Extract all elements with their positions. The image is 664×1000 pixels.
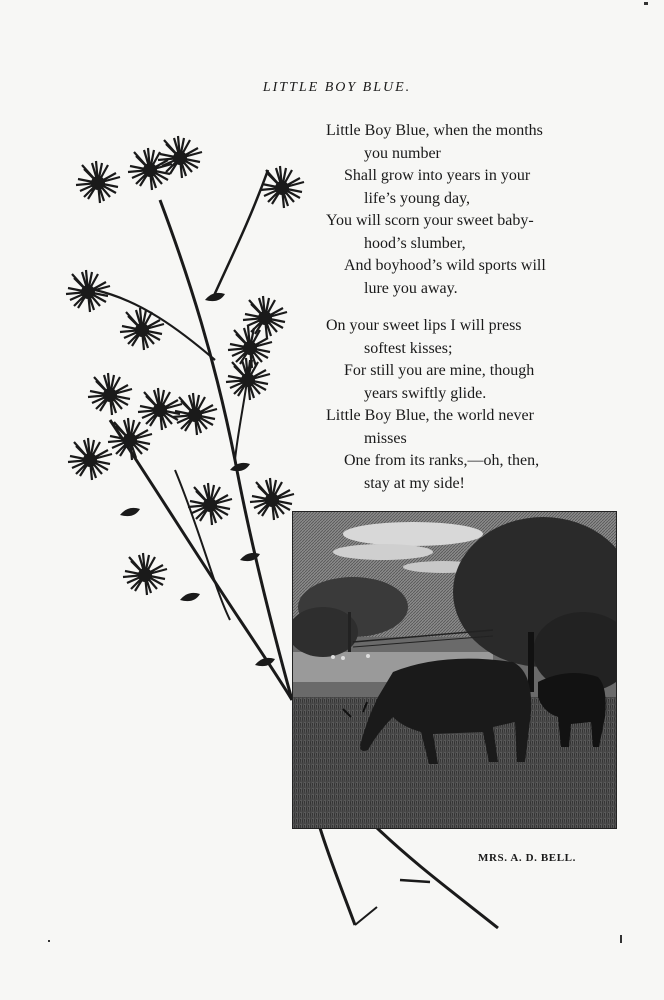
poem-line: On your sweet lips I will press <box>326 317 522 334</box>
cattle-engraving <box>292 511 617 829</box>
poem-line: You will scorn your sweet baby- <box>326 212 534 229</box>
scan-mark <box>620 935 622 943</box>
poem-line: stay at my side! <box>364 474 465 492</box>
scan-mark <box>644 2 648 5</box>
poem-title: LITTLE BOY BLUE. <box>262 80 412 95</box>
poem-line: hood’s slumber, <box>364 234 466 252</box>
poem-line: For still you are mine, though <box>344 362 535 379</box>
poem-line: misses <box>364 429 407 447</box>
poem-line: softest kisses; <box>364 339 453 357</box>
author-attribution: MRS. A. D. BELL. <box>478 852 576 864</box>
poem-line: And boyhood’s wild sports will <box>344 257 546 274</box>
poem-line: Little Boy Blue, the world never <box>326 407 534 424</box>
poem-line: you number <box>364 144 441 162</box>
poem-body <box>326 120 616 495</box>
scan-mark <box>48 940 50 942</box>
poem-line: One from its ranks,—oh, then, <box>344 452 540 469</box>
poem-line: lure you away. <box>364 279 458 297</box>
poem-line: life’s young day, <box>364 189 471 207</box>
poem-line: years swiftly glide. <box>364 384 487 402</box>
poem-line: Little Boy Blue, when the months <box>326 122 543 139</box>
poem-line: Shall grow into years in your <box>344 167 531 184</box>
